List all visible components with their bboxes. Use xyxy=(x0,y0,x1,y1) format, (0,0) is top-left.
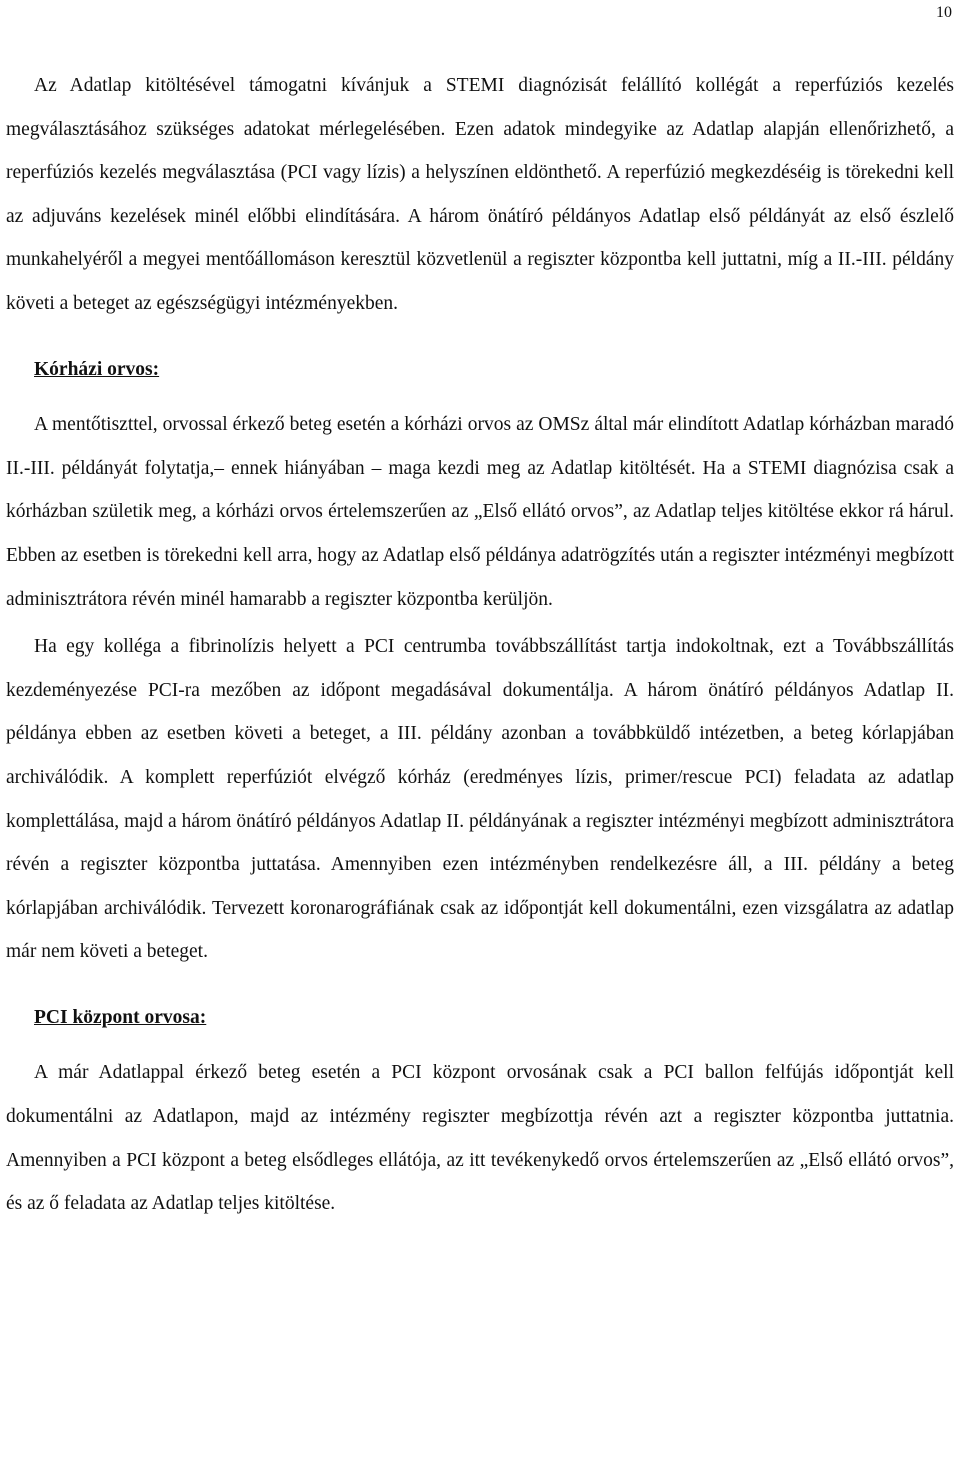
page-number: 10 xyxy=(936,4,952,21)
document-body xyxy=(6,64,954,1226)
pci-paragraph: A már Adatlappal érkező beteg esetén a PCI központ orvosának csak a PCI ballon felfújás időpontját kell dokumentálni az Adatlapon, majd az intézmény regiszter megbízottja révén azt a regiszter központba juttatnia. Amennyiben a PCI központ a beteg elsődleges ellátója, az itt tevékenykedő orvos értelemszerűen az „Első ellátó orvos”, és az ő feladata az Adatlap teljes kitöltése. xyxy=(6,1062,954,1215)
hospital-paragraph-1: A mentőtiszttel, orvossal érkező beteg esetén a kórházi orvos az OMSz által már elindított Adatlap kórházban maradó II.-III. példányát folytatja,– ennek hiányában – maga kezdi meg az Adatlap kitöltését. Ha a STEMI diagnózisa csak a kórházban születik meg, a kórházi orvos értelemszerűen az „Első ellátó orvos”, az Adatlap teljes kitöltése ekkor rá hárul. Ebben az esetben is törekedni kell arra, hogy az Adatlap első példánya adatrögzítés után a regiszter intézményi megbízott adminisztrátora révén minél hamarabb a regiszter központba kerüljön. xyxy=(6,414,954,610)
intro-paragraph: Az Adatlap kitöltésével támogatni kívánjuk a STEMI diagnózisát felállító kollégát a reperfúziós kezelés megválasztásához szükséges adatokat mérlegelésében. Ezen adatok mindegyike az Adatlap alapján ellenőrizhető, a reperfúziós kezelés megválasztása (PCI vagy lízis) a helyszínen eldönthető. A reperfúzió megkezdéséig is törekedni kell az adjuváns kezelések minél előbbi elindítására. A három önátíró példányos Adatlap első példányát az első észlelő munkahelyéről a megyei mentőállomáson keresztül közvetlenül a regiszter központba kell juttatni, míg a II.-III. példány követi a beteget az egészségügyi intézményekben. xyxy=(6,75,954,314)
hospital-paragraph-2: Ha egy kolléga a fibrinolízis helyett a PCI centrumba továbbszállítást tartja indokoltnak, ezt a Továbbszállítás kezdeményezése PCI-ra mezőben az időpont megadásával dokumentálja. A három önátíró példányos Adatlap II. példánya ebben az esetben követi a beteget, a III. példány azonban a továbbküldő intézetben, a beteg kórlapjában archiválódik. A komplett reperfúziót elvégző kórház (eredményes lízis, primer/rescue PCI) feladata az adatlap komplettálása, majd a három önátíró példányos Adatlap II. példányának a regiszter intézményi megbízott adminisztrátora révén a regiszter központba juttatása. Amennyiben ezen intézményben rendelkezésre áll, a III. példány a beteg kórlapjában archiválódik. Tervezett koronarográfiának csak az időpontját kell dokumentálni, ezen vizsgálatra az adatlap már nem követi a beteget. xyxy=(6,636,954,963)
pci-center-doctor-heading: PCI központ orvosa: xyxy=(34,1006,207,1028)
hospital-doctor-heading: Kórházi orvos: xyxy=(34,358,160,380)
